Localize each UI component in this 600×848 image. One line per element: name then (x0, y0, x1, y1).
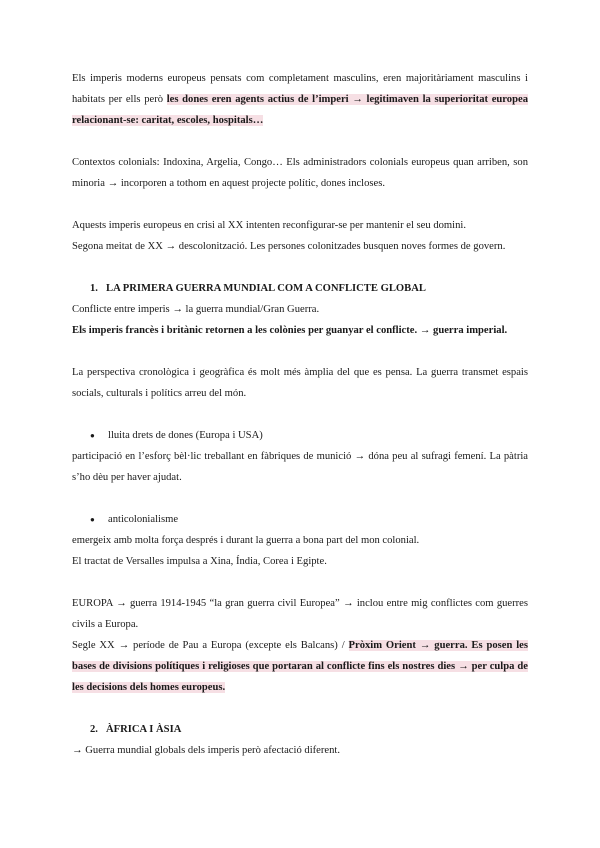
paragraph-colonial-contexts: Contextos colonials: Indoxina, Argelia, Congo… Els administradors colonials europeus quan arriben, son minoria → incorporen a tothom en aquest projecte polític, dones incloses. (72, 157, 528, 189)
paragraph-twentieth-century (72, 635, 528, 698)
bullet-item-anticolonialism (72, 509, 528, 530)
section-title: ÀFRICA I ÀSIA (106, 724, 182, 735)
paragraph-text: Els imperis moderns europeus pensats com completament masculins, eren majoritàriament masculins i habitats per ells però (72, 73, 528, 105)
paragraph-africa-asia: → Guerra mundial globals dels imperis però afectació diferent. (72, 745, 340, 756)
bullet-item-women-rights (72, 425, 528, 446)
paragraph-empires-crisis: Aquests imperis europeus en crisi al XX intenten reconfigurar-se per mantenir el seu domini. (72, 220, 466, 231)
section-title: LA PRIMERA GUERRA MUNDIAL COM A CONFLICTE GLOBAL (106, 283, 426, 294)
section-number: 1. (90, 283, 98, 294)
section-heading-1 (72, 278, 528, 299)
highlighted-text: les dones eren agents actius de l’imperi → legitimaven la superioritat europea relacionant-se: caritat, escoles, hospitals… (72, 94, 528, 126)
bullet-icon: ● (90, 431, 95, 440)
paragraph-europe-war: EUROPA → guerra 1914-1945 “la gran guerra civil Europea” → inclou entre mig conflictes com guerres civils a Europa. (72, 598, 528, 630)
paragraph-text: Segle XX → període de Pau a Europa (excepte els Balcans) / (72, 640, 349, 651)
paragraph-versailles: El tractat de Versalles impulsa a Xina, Índia, Corea i Egipte. (72, 556, 327, 567)
highlighted-text: Pròxim Orient → guerra. Es posen les bases de divisions polítiques i religioses que portaran al conflicte fins els nostres dies → per culpa de les decisions dels homes europeus. (72, 640, 528, 693)
bullet-icon: ● (90, 515, 95, 524)
paragraph-emergence: emergeix amb molta força després i durant la guerra a bona part del mon colonial. (72, 535, 420, 546)
paragraph-war-effort: participació en l’esforç bèl·lic treballant en fàbriques de munició → dóna peu al sufragi femení. La pàtria s’ho dèu per haver ajudat. (72, 451, 528, 483)
section-number: 2. (90, 724, 98, 735)
paragraph-decolonization: Segona meitat de XX → descolonització. Les persones colonitzades busquen noves formes de govern. (72, 241, 506, 252)
paragraph-perspective: La perspectiva cronològica i geogràfica és molt més àmplia del que es pensa. La guerra transmet espais socials, culturals i polítics arreu del món. (72, 367, 528, 399)
paragraph-imperial-war: Els imperis francès i britànic retornen a les colònies per guanyar el conflicte. → guerra imperial. (72, 325, 508, 336)
section-heading-2 (72, 719, 528, 740)
paragraph-empires-women (72, 68, 528, 131)
bullet-text: lluita drets de dones (Europa i USA) (108, 430, 263, 441)
paragraph-conflict-empires: Conflicte entre imperis → la guerra mundial/Gran Guerra. (72, 304, 320, 315)
bullet-text: anticolonialisme (108, 514, 179, 525)
